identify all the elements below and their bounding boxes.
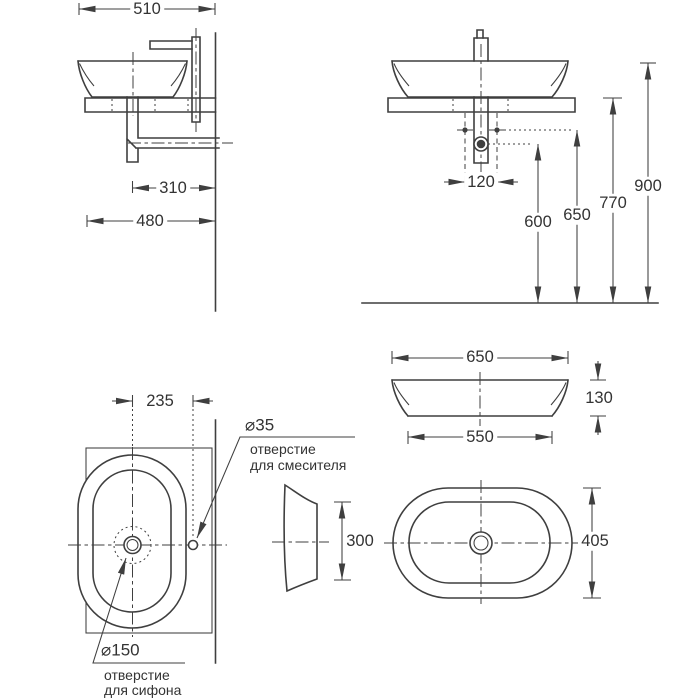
label-mixer-hole-note-2: для смесителя [250,457,347,473]
view-counter-plan [68,420,227,663]
mixer-hole [189,541,198,550]
view-basin-front [392,372,568,426]
dim-mount-height: 650 [560,206,594,225]
dim-basin-bottom-width: 550 [463,428,497,447]
view-side-installation [78,28,233,311]
label-siphon-hole-note-2: для сифона [104,682,182,698]
dim-basin-inner-depth: 300 [343,532,377,551]
dims-basin-front [392,351,606,444]
dim-mount-spacing: 120 [464,173,498,192]
dim-counter-depth: 480 [133,212,167,231]
label-mixer-hole-note-1: отверстие [250,441,316,457]
dim-rim-height: 900 [631,177,665,196]
view-front-installation [362,30,658,303]
dim-overall-depth: 510 [130,0,164,18]
dim-basin-width: 405 [578,532,612,551]
drain-hole [470,532,492,554]
dim-faucet-offset: 235 [143,392,177,411]
dim-basin-height: 130 [582,389,616,408]
view-basin-side [272,485,329,591]
label-siphon-hole-diameter: ⌀150 [101,640,140,660]
view-basin-plan [384,480,578,604]
label-siphon-hole-note-1: отверстие [104,667,170,683]
label-mixer-hole-diameter: ⌀35 [245,415,275,435]
dim-drain-height: 600 [521,213,555,232]
dim-drain-offset: 310 [156,179,190,198]
dim-basin-top-width: 650 [463,348,497,367]
dim-counter-height: 770 [596,194,630,213]
